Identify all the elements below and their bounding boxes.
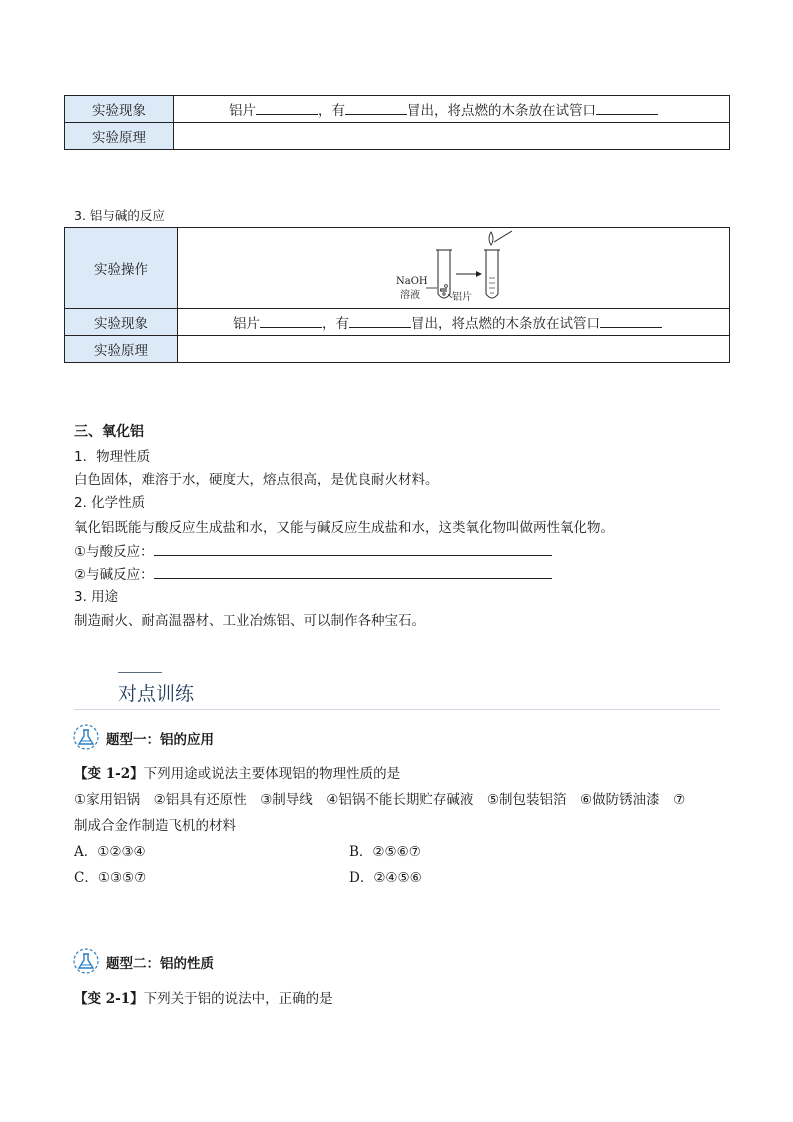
- flask-icon: [72, 724, 100, 750]
- reagent-label: 溶液: [400, 290, 420, 301]
- reaction-label: ②与碱反应：: [74, 567, 154, 583]
- paragraph: 氧化铝既能与酸反应生成盐和水，又能与碱反应生成盐和水，这类氧化物叫做两性氧化物。: [74, 520, 614, 536]
- table-label-phenomenon: 实验现象: [65, 96, 174, 123]
- fill-blank[interactable]: [596, 100, 658, 115]
- experiment-table-2: [64, 227, 730, 363]
- question-items: ①家用铝锅 ②铝具有还原性 ③制导线 ④铝锅不能长期贮存碱液 ⑤制包装铝箔 ⑥做防锈油漆 ⑦: [74, 792, 686, 808]
- table-cell-principle[interactable]: [178, 336, 730, 363]
- flask-icon: [72, 948, 100, 974]
- text-fragment: 冒出，将点燃的木条放在试管口: [411, 316, 600, 332]
- question-stem: [74, 762, 400, 782]
- table-label-operation: 实验操作: [65, 228, 178, 309]
- text-fragment: 冒出，将点燃的木条放在试管口: [407, 103, 596, 119]
- option-text: ②⑤⑥⑦: [372, 844, 421, 860]
- table-label-phenomenon: 实验现象: [65, 309, 178, 336]
- question-text: 下列关于铝的说法中，正确的是: [143, 991, 333, 1007]
- paragraph: 白色固体，难溶于水，硬度大，熔点很高，是优良耐火材料。: [74, 472, 439, 488]
- training-title: 对点训练: [118, 683, 195, 705]
- option-b[interactable]: [349, 840, 421, 860]
- option-c[interactable]: [74, 866, 146, 886]
- base-reaction-line: [74, 563, 552, 583]
- fill-blank[interactable]: [600, 313, 662, 328]
- fill-blank[interactable]: [349, 313, 411, 328]
- apparatus-cell: [178, 228, 730, 309]
- subsection-title: 3. 用途: [74, 589, 119, 605]
- text-fragment: ，有: [318, 103, 345, 119]
- metal-label: 铝片: [452, 292, 472, 303]
- fill-blank[interactable]: [154, 541, 552, 556]
- fill-blank[interactable]: [256, 100, 318, 115]
- text-fragment: 铝片: [229, 103, 256, 119]
- subsection-title: 2. 化学性质: [74, 495, 146, 511]
- title-divider: [74, 709, 720, 710]
- table-cell-phenomenon: [178, 309, 730, 336]
- question-type-title: 题型一：铝的应用: [106, 732, 214, 748]
- question-tag: 【变 2-1】: [74, 991, 144, 1007]
- table-cell-principle[interactable]: [174, 123, 730, 150]
- option-letter: C．: [74, 870, 98, 886]
- text-fragment: ，有: [322, 316, 349, 332]
- option-text: ①③⑤⑦: [97, 870, 147, 886]
- reaction-label: ①与酸反应：: [74, 544, 154, 560]
- option-text: ②④⑤⑥: [373, 870, 422, 886]
- option-a[interactable]: [74, 840, 146, 860]
- text-fragment: 铝片: [233, 316, 260, 332]
- question-items: 制成合金作制造飞机的材料: [74, 818, 236, 834]
- table-label-principle: 实验原理: [65, 336, 178, 363]
- question-stem: [74, 987, 333, 1007]
- fill-blank[interactable]: [260, 313, 322, 328]
- option-letter: D．: [349, 870, 374, 886]
- fill-blank[interactable]: [154, 564, 552, 579]
- acid-reaction-line: [74, 540, 552, 560]
- subsection-title: 1．物理性质: [74, 449, 151, 465]
- table-cell-phenomenon: [174, 96, 730, 123]
- option-text: ①②③④: [97, 844, 146, 860]
- reagent-label: NaOH: [396, 276, 428, 287]
- option-letter: A．: [74, 844, 98, 860]
- part-heading: 三、氧化铝: [74, 424, 144, 440]
- section-title: 3. 铝与碱的反应: [74, 208, 165, 223]
- question-type-title: 题型二：铝的性质: [106, 956, 214, 972]
- paragraph: 制造耐火、耐高温器材、工业冶炼铝、可以制作各种宝石。: [74, 613, 425, 629]
- title-accent-line: [118, 672, 162, 673]
- question-text: 下列用途或说法主要体现铝的物理性质的是: [143, 766, 401, 782]
- table-label-principle: 实验原理: [65, 123, 174, 150]
- apparatus-diagram: [396, 228, 536, 308]
- fill-blank[interactable]: [345, 100, 407, 115]
- experiment-table-1: [64, 95, 730, 150]
- option-d[interactable]: [349, 866, 422, 886]
- question-tag: 【变 1-2】: [74, 766, 144, 782]
- option-letter: B．: [349, 844, 373, 860]
